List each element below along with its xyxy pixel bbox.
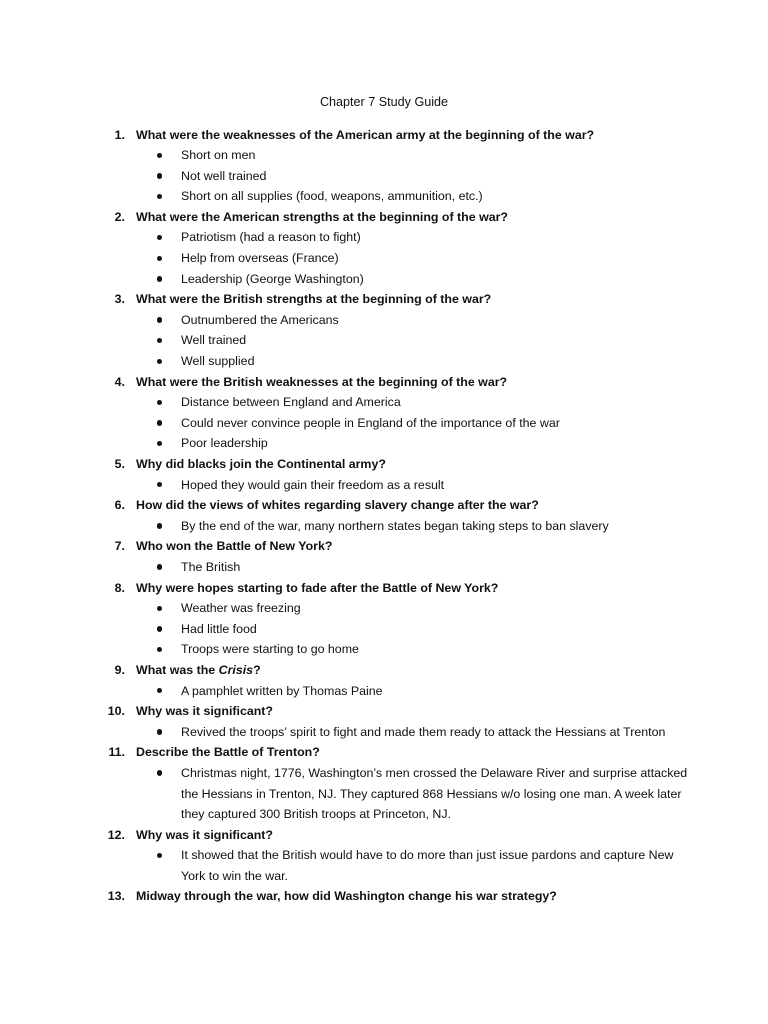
question-item <box>0 825 768 887</box>
answer-list <box>0 722 768 743</box>
question-number: 2. <box>114 209 125 224</box>
answer-list <box>0 392 768 454</box>
answer-list <box>0 681 768 702</box>
answer-text: Well supplied <box>181 354 255 369</box>
bullet-icon <box>157 194 162 199</box>
question-number: 13. <box>107 889 125 904</box>
question-item <box>0 125 768 207</box>
answer-text: Patriotism (had a reason to fight) <box>181 230 361 245</box>
question-text-italic: Crisis <box>218 662 254 677</box>
bullet-icon <box>157 235 162 240</box>
answer-item <box>0 516 768 537</box>
question-text: Why was it significant? <box>136 704 273 719</box>
question-item <box>0 886 768 907</box>
answer-text: It showed that the British would have to do more than just issue pardons and capture New York to win the war. <box>181 848 674 883</box>
question-text: Why did blacks join the Continental army? <box>136 457 386 471</box>
question-number: 7. <box>114 539 125 554</box>
question-text: Why was it significant? <box>136 827 273 842</box>
answer-item <box>0 845 768 886</box>
question-number: 6. <box>114 498 125 513</box>
answer-list <box>0 310 768 372</box>
question-item <box>0 536 768 577</box>
question-item <box>0 207 768 289</box>
answer-text: Could never convince people in England of the importance of the war <box>181 415 560 430</box>
answer-text: By the end of the war, many northern states began taking steps to ban slavery <box>181 518 609 533</box>
answer-text: Poor leadership <box>181 436 268 451</box>
question-item <box>0 372 768 454</box>
answer-item <box>0 351 768 372</box>
answer-item <box>0 557 768 578</box>
answer-text: A pamphlet written by Thomas Paine <box>181 683 383 698</box>
answer-text: The British <box>181 559 241 574</box>
answer-list <box>0 516 768 537</box>
question-item <box>0 742 768 824</box>
question-item <box>0 495 768 536</box>
answer-text: Distance between England and America <box>181 395 401 410</box>
answer-text: Weather was freezing <box>181 601 301 616</box>
answer-text: Hoped they would gain their freedom as a result <box>181 477 445 492</box>
answer-text: Well trained <box>181 333 247 348</box>
question-number: 10. <box>107 704 125 719</box>
question-text: Describe the Battle of Trenton? <box>136 745 320 760</box>
answer-text: Short on men <box>181 148 256 163</box>
bullet-icon <box>157 276 162 281</box>
answer-item <box>0 413 768 434</box>
question-text: Why were hopes starting to fade after the Battle of New York? <box>136 580 499 595</box>
answer-item <box>0 639 768 660</box>
bullet-icon <box>157 729 162 734</box>
answer-item <box>0 392 768 413</box>
bullet-icon <box>157 400 162 405</box>
bullet-icon <box>157 688 162 693</box>
question-text-after: ? <box>253 662 261 677</box>
question-number: 8. <box>114 580 125 595</box>
question-list <box>0 125 768 908</box>
bullet-icon <box>157 256 162 261</box>
answer-list <box>0 227 768 289</box>
question-text: Who won the Battle of New York? <box>136 539 333 554</box>
bullet-icon <box>157 153 162 158</box>
bullet-icon <box>157 317 162 322</box>
answer-item <box>0 619 768 640</box>
question-item <box>0 660 768 701</box>
answer-item <box>0 166 768 187</box>
answer-item <box>0 433 768 454</box>
question-text: What were the British strengths at the beginning of the war? <box>136 292 492 307</box>
question-number: 4. <box>114 374 125 389</box>
answer-item <box>0 330 768 351</box>
answer-item <box>0 681 768 702</box>
bullet-icon <box>157 606 162 611</box>
answer-list <box>0 145 768 207</box>
question-item <box>0 701 768 742</box>
bullet-icon <box>157 564 162 569</box>
answer-text: Help from overseas (France) <box>181 251 339 266</box>
question-item <box>0 454 768 495</box>
answer-list <box>0 763 768 825</box>
answer-item <box>0 145 768 166</box>
bullet-icon <box>157 523 162 528</box>
bullet-icon <box>157 647 162 652</box>
question-number: 12. <box>107 827 125 842</box>
question-text: What were the weaknesses of the American army at the beginning of the war? <box>136 127 595 142</box>
question-number: 5. <box>114 457 125 471</box>
answer-text: Troops were starting to go home <box>181 642 359 657</box>
question-number: 1. <box>114 127 125 142</box>
bullet-icon <box>157 626 162 631</box>
question-number: 9. <box>114 662 125 677</box>
answer-item <box>0 186 768 207</box>
answer-list <box>0 475 768 496</box>
answer-text: Not well trained <box>181 168 267 183</box>
question-text <box>136 660 261 681</box>
bullet-icon <box>157 173 162 178</box>
bullet-icon <box>157 770 162 775</box>
question-item <box>0 289 768 371</box>
bullet-icon <box>157 482 162 487</box>
answer-item <box>0 475 768 496</box>
question-number: 3. <box>114 292 125 307</box>
answer-item <box>0 763 768 825</box>
answer-item <box>0 722 768 743</box>
question-item <box>0 578 768 660</box>
answer-item <box>0 269 768 290</box>
answer-item <box>0 248 768 269</box>
answer-list <box>0 598 768 660</box>
answer-text: Revived the troops’ spirit to fight and made them ready to attack the Hessians at Trenton <box>181 724 666 739</box>
bullet-icon <box>157 338 162 343</box>
answer-text: Had little food <box>181 621 257 636</box>
question-text: Midway through the war, how did Washington change his war strategy? <box>136 889 557 904</box>
question-text: What were the American strengths at the beginning of the war? <box>136 209 508 224</box>
answer-text: Outnumbered the Americans <box>181 312 339 327</box>
bullet-icon <box>157 359 162 364</box>
bullet-icon <box>157 441 162 446</box>
answer-list <box>0 557 768 578</box>
bullet-icon <box>157 420 162 425</box>
answer-item <box>0 227 768 248</box>
question-text: What were the British weaknesses at the beginning of the war? <box>136 374 508 389</box>
bullet-icon <box>157 853 162 858</box>
answer-text: Short on all supplies (food, weapons, ammunition, etc.) <box>181 189 483 204</box>
page-title: Chapter 7 Study Guide <box>319 95 449 109</box>
question-number: 11. <box>108 745 125 760</box>
answer-item <box>0 598 768 619</box>
answer-text: Christmas night, 1776, Washington’s men crossed the Delaware River and surprise attacked the Hessians in Trenton, NJ. They captured 868 Hessians w/o losing one man. A week later they captured 300 British troops at Princeton, NJ. <box>181 765 688 822</box>
answer-item <box>0 310 768 331</box>
question-text-before: What was the <box>136 662 219 677</box>
answer-text: Leadership (George Washington) <box>181 271 364 286</box>
question-text: How did the views of whites regarding slavery change after the war? <box>136 498 539 513</box>
answer-list <box>0 845 768 886</box>
